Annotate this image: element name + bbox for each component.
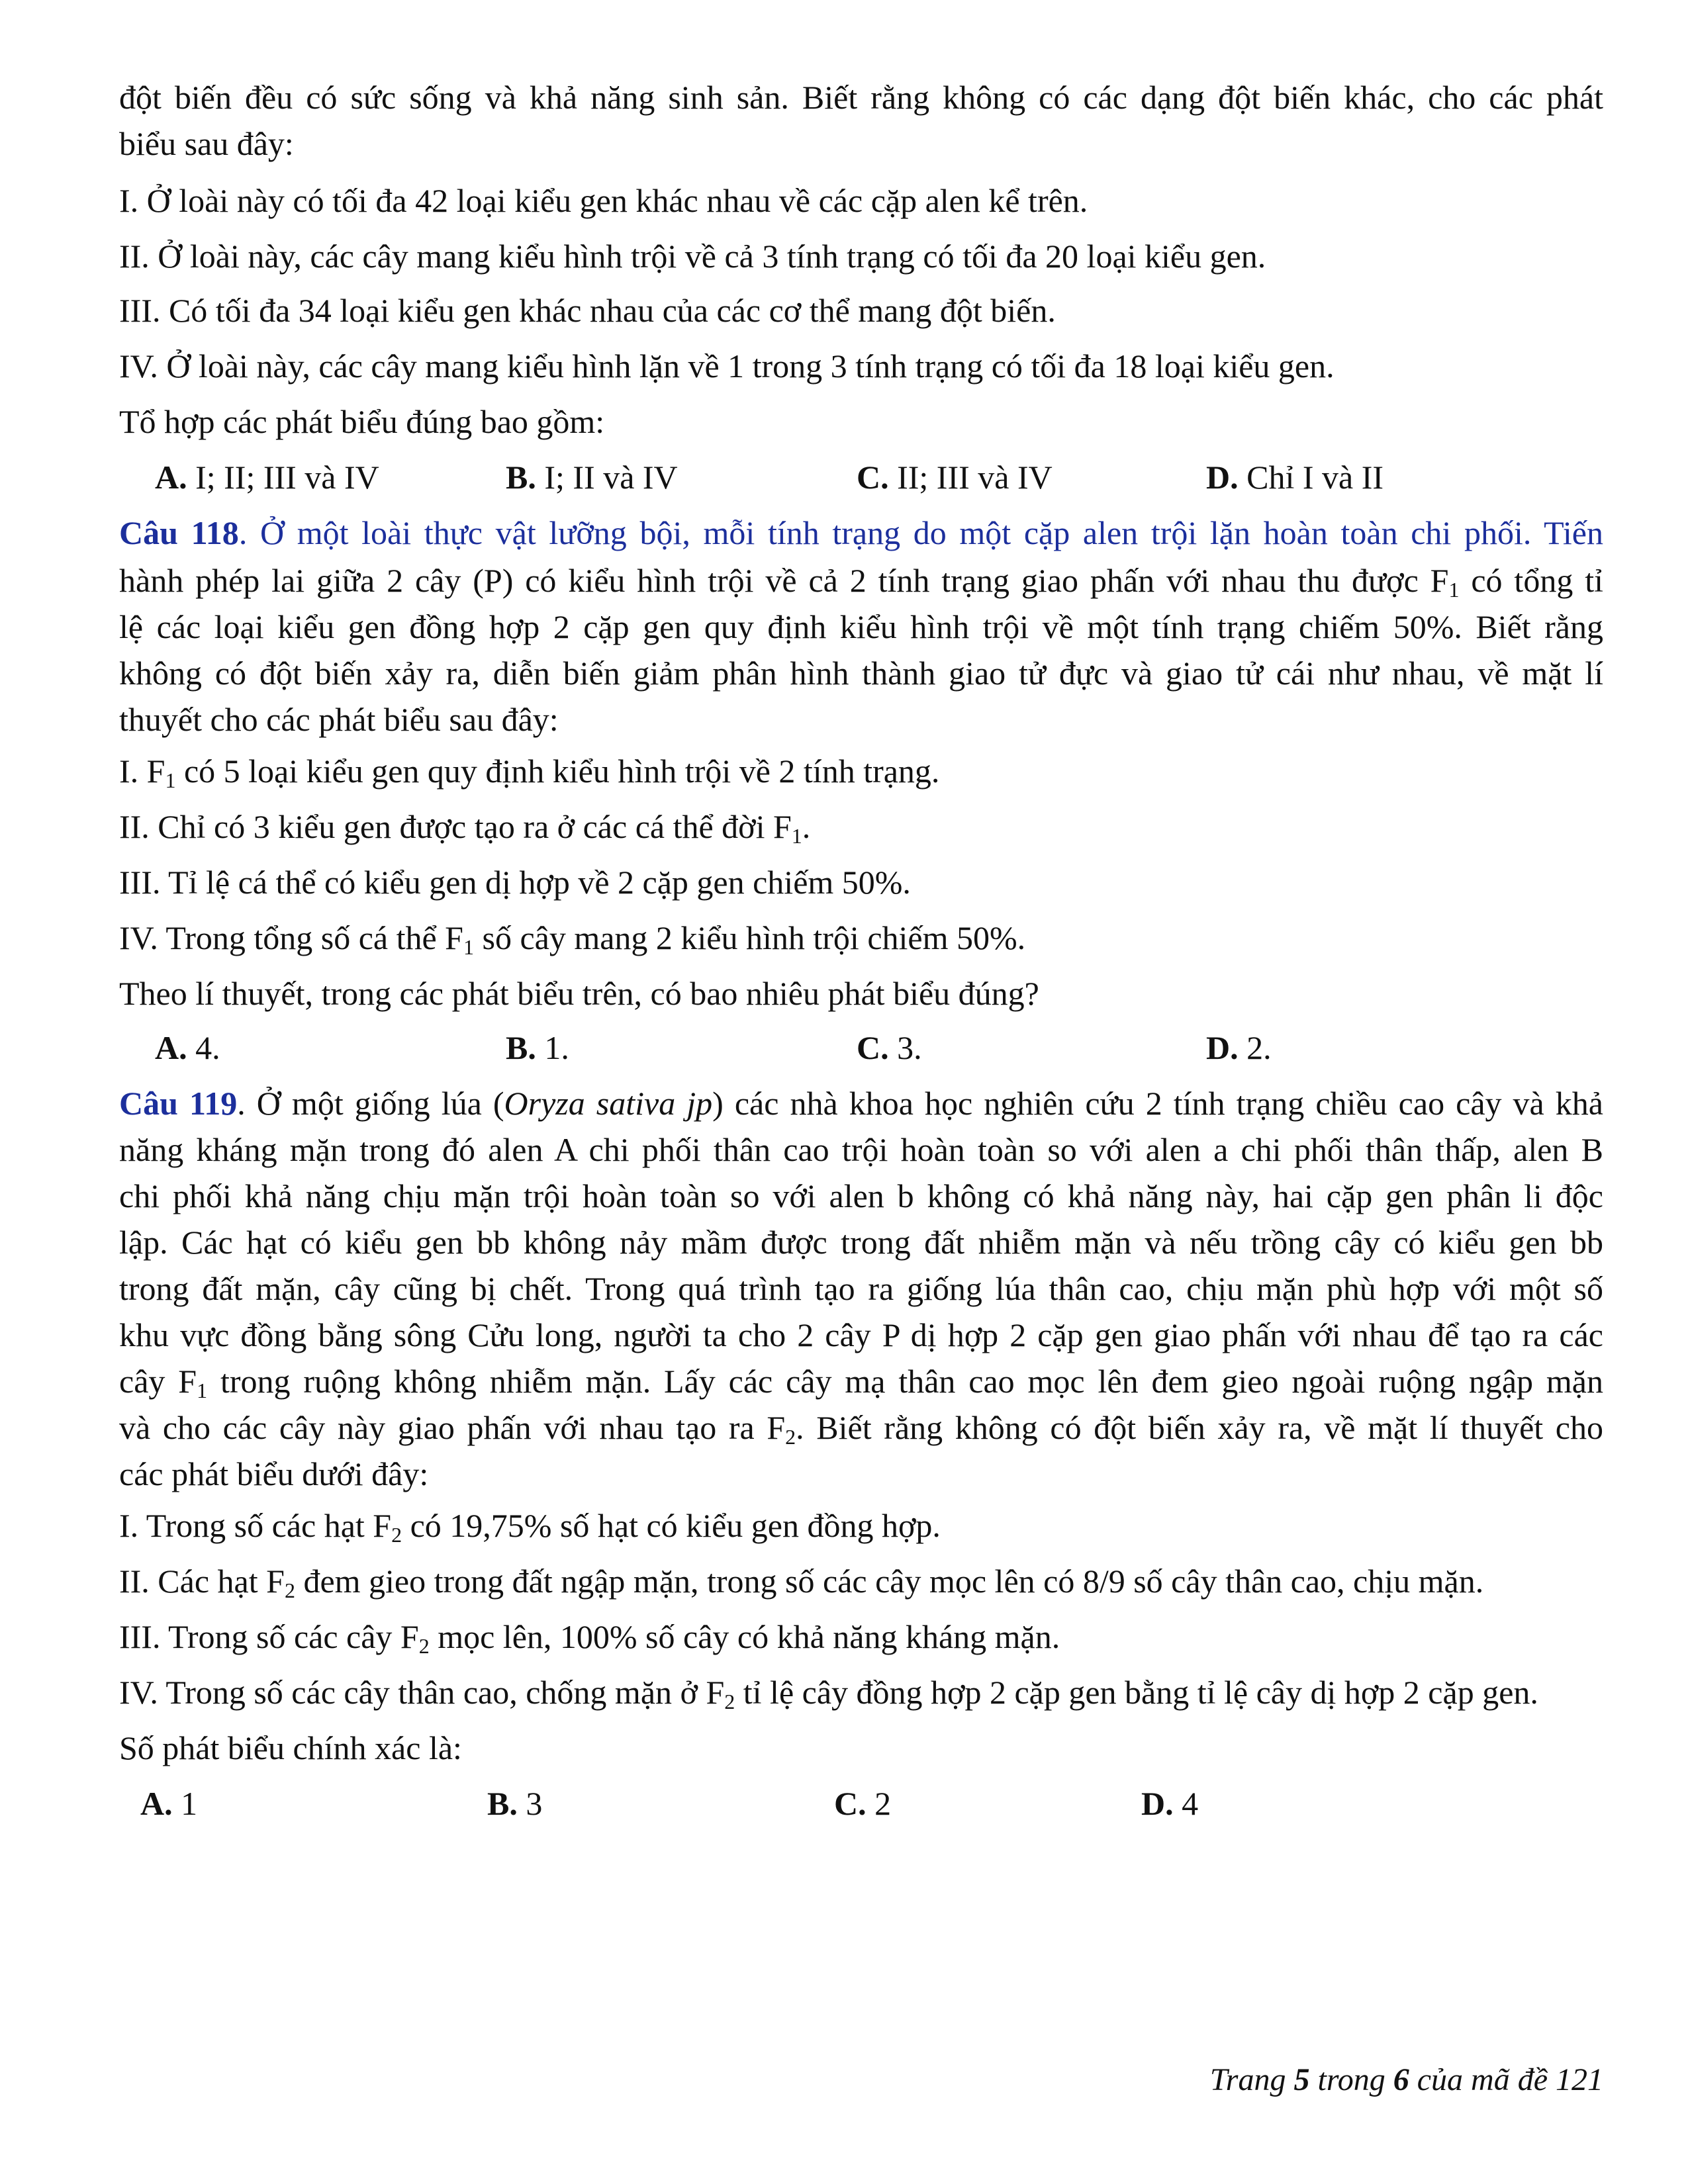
intro-statement-4: IV. Ở loài này, các cây mang kiểu hình lặn về 1 trong 3 tính trạng có tối đa 18 loại kiểu gen.: [119, 347, 1335, 385]
intro-statement-3: III. Có tối đa 34 loại kiểu gen khác nhau của các cơ thể mang đột biến.: [119, 292, 1056, 329]
answer-option-c[interactable]: C. II; III và IV: [857, 459, 1053, 496]
q118-line-3: lệ các loại kiểu gen đồng hợp 2 cặp gen quy định kiểu hình trội về một tính trạng chiếm 50%. Biết rằng: [119, 608, 1603, 645]
q118-line-5: thuyết cho các phát biểu sau đây:: [119, 701, 559, 738]
answer-option-b[interactable]: B. I; II và IV: [506, 459, 678, 496]
answer-option-a[interactable]: A. 4.: [155, 1029, 220, 1066]
answer-option-a[interactable]: A. 1: [140, 1785, 198, 1822]
q119-line-4: lập. Các hạt có kiểu gen bb không nảy mầm được trong đất nhiễm mặn và nếu trồng cây có kiểu gen bb: [119, 1224, 1603, 1261]
page-total: 6: [1393, 2062, 1409, 2097]
q118-statement-4: IV. Trong tổng số cá thể $F_1$ số cây mang 2 kiểu hình trội chiếm 50%.: [119, 919, 1026, 959]
q119-number: Câu 119: [119, 1085, 238, 1122]
q119-statement-2: II. Các hạt $F_2$ đem gieo trong đất ngập mặn, trong số các cây mọc lên có 8/9 số cây thân cao, chịu mặn.: [119, 1563, 1484, 1602]
answer-option-c[interactable]: C. 3.: [857, 1029, 922, 1066]
q118-statement-3: III. Tỉ lệ cá thể có kiểu gen dị hợp về 2 cặp gen chiếm 50%.: [119, 864, 911, 901]
intro-line-1: đột biến đều có sức sống và khả năng sinh sản. Biết rằng không có các dạng đột biến khác, cho các phát: [119, 79, 1603, 116]
answer-option-d[interactable]: D. Chỉ I và II: [1206, 459, 1383, 496]
q118-statement-2: II. Chỉ có 3 kiểu gen được tạo ra ở các cá thể đời $F_1$.: [119, 808, 811, 848]
answer-option-d[interactable]: D. 2.: [1206, 1029, 1272, 1066]
intro-statement-1: I. Ở loài này có tối đa 42 loại kiểu gen khác nhau về các cặp alen kể trên.: [119, 182, 1088, 219]
q118-line-1: Câu 118. Ở một loài thực vật lưỡng bội, mỗi tính trạng do một cặp alen trội lặn hoàn toàn chi phối. Tiến: [119, 514, 1603, 551]
answer-option-c[interactable]: C. 2: [834, 1785, 892, 1822]
q119-statement-3: III. Trong số các cây $F_2$ mọc lên, 100% số cây có khả năng kháng mặn.: [119, 1618, 1060, 1658]
q119-statement-1: I. Trong số các hạt $F_2$ có 19,75% số hạt có kiểu gen đồng hợp.: [119, 1507, 941, 1547]
page-number: 5: [1293, 2062, 1310, 2097]
q119-line-3: chi phối khả năng chịu mặn trội hoàn toàn so với alen b không có khả năng này, hai cặp gen phân li độc: [119, 1177, 1603, 1214]
q119-line-6: khu vực đồng bằng sông Cửu long, người ta cho 2 cây P dị hợp 2 cặp gen giao phấn với nhau để tạo ra các: [119, 1316, 1603, 1353]
page-footer: Trang 5 trong 6 của mã đề 121: [1209, 2062, 1603, 2097]
q119-line-2: năng kháng mặn trong đó alen A chi phối thân cao trội hoàn toàn so với alen a chi phối thân thấp, alen B: [119, 1131, 1603, 1168]
q118-line-2: hành phép lai giữa 2 cây (P) có kiểu hình trội về cả 2 tính trạng giao phấn với nhau thu được $F_1$ có tổng tỉ: [119, 562, 1603, 602]
q119-line-1: Câu 119. Ở một giống lúa (Oryza sativa jp) các nhà khoa học nghiên cứu 2 tính trạng chiều cao cây và khả: [119, 1085, 1603, 1122]
intro-line-2: biểu sau đây:: [119, 125, 294, 162]
q119-line-5: trong đất mặn, cây cũng bị chết. Trong quá trình tạo ra giống lúa thân cao, chịu mặn phù hợp với một số: [119, 1270, 1603, 1307]
q119-prompt: Số phát biểu chính xác là:: [119, 1729, 462, 1766]
q119-statement-4: IV. Trong số các cây thân cao, chống mặn ở $F_2$ tỉ lệ cây đồng hợp 2 cặp gen bằng tỉ lệ cây dị hợp 2 cặp gen.: [119, 1674, 1538, 1713]
answer-option-d[interactable]: D. 4: [1141, 1785, 1199, 1822]
answer-option-b[interactable]: B. 3: [487, 1785, 543, 1822]
q119-line-8: và cho các cây này giao phấn với nhau tạo ra $F_2$. Biết rằng không có đột biến xảy ra, về mặt lí thuyết cho: [119, 1409, 1603, 1449]
answer-option-b[interactable]: B. 1.: [506, 1029, 569, 1066]
q118-statement-1: I. $F_1$ có 5 loại kiểu gen quy định kiểu hình trội về 2 tính trạng.: [119, 752, 940, 792]
q119-line-9: các phát biểu dưới đây:: [119, 1455, 429, 1492]
intro-statement-2: II. Ở loài này, các cây mang kiểu hình trội về cả 3 tính trạng có tối đa 20 loại kiểu gen.: [119, 238, 1266, 275]
answer-option-a[interactable]: A. I; II; III và IV: [155, 459, 379, 496]
q118-number: Câu 118: [119, 514, 239, 551]
intro-prompt: Tổ hợp các phát biểu đúng bao gồm:: [119, 403, 605, 440]
q118-prompt: Theo lí thuyết, trong các phát biểu trên, có bao nhiêu phát biểu đúng?: [119, 975, 1039, 1012]
q118-line-4: không có đột biến xảy ra, diễn biến giảm phân hình thành giao tử đực và giao tử cái như nhau, về mặt lí: [119, 655, 1603, 692]
q119-line-7: cây $F_1$ trong ruộng không nhiễm mặn. Lấy các cây mạ thân cao mọc lên đem gieo ngoài ruộng ngập mặn: [119, 1363, 1603, 1402]
